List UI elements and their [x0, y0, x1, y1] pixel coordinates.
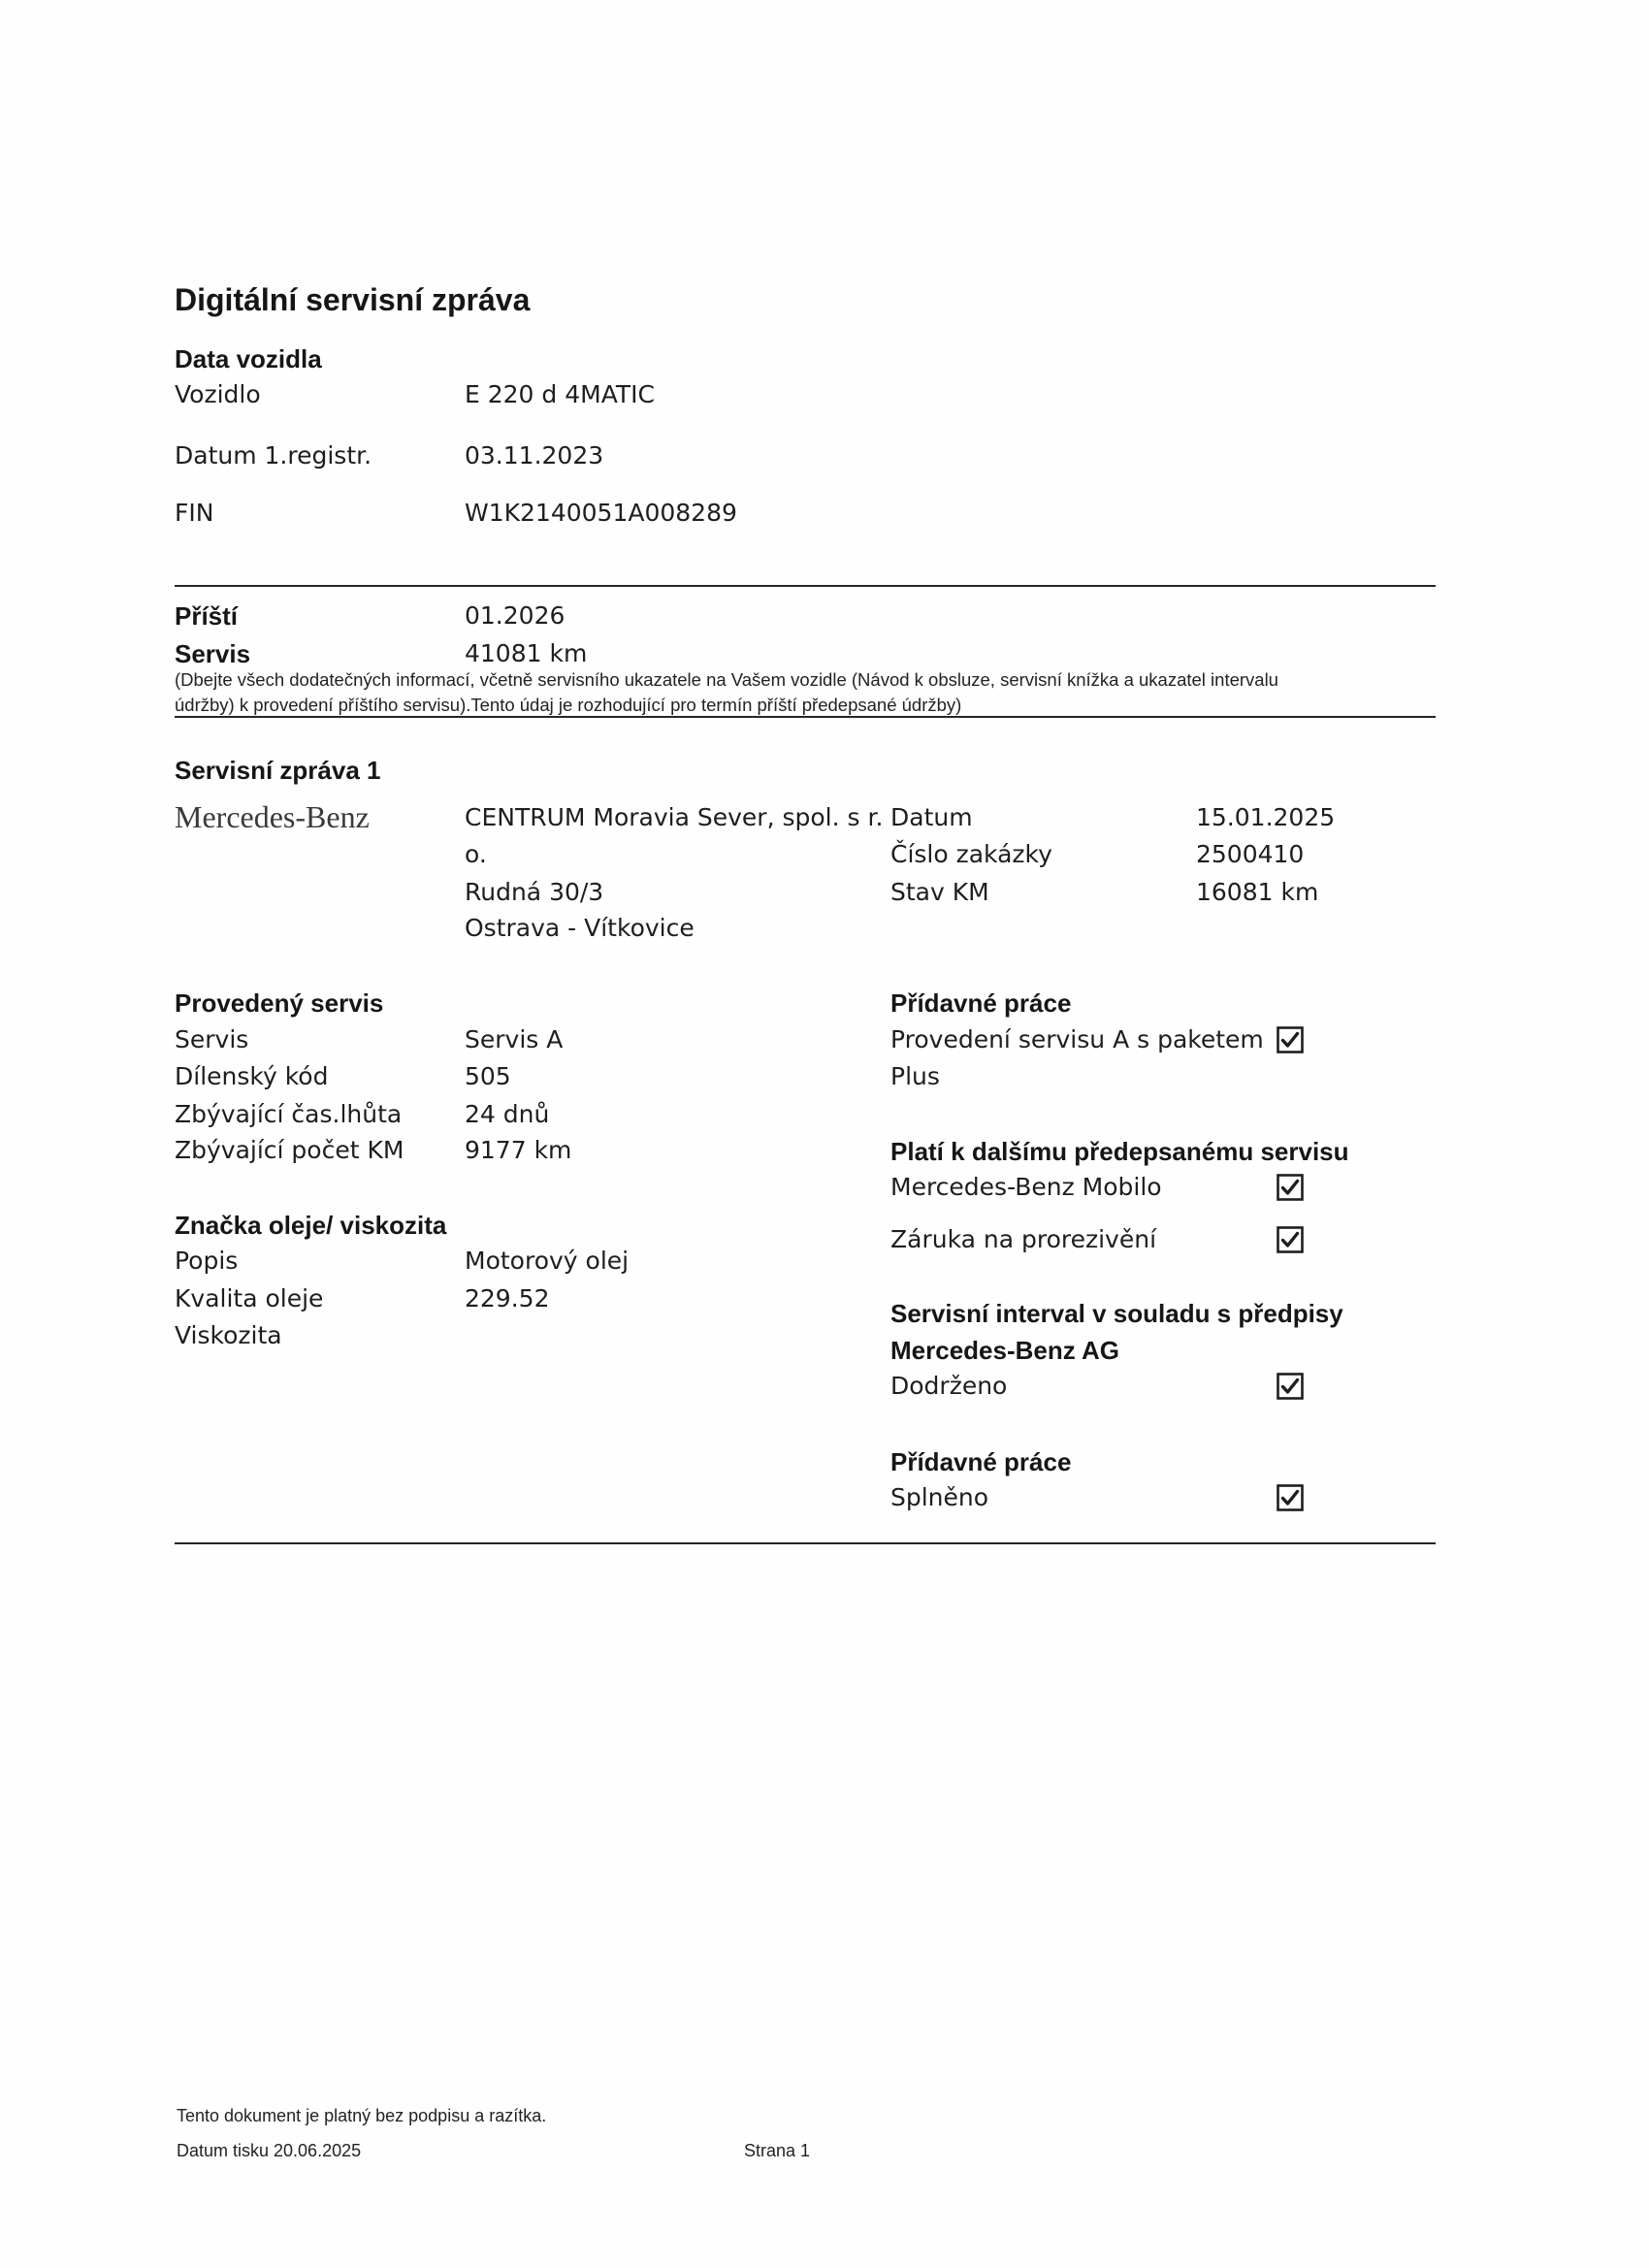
mobilo-label: Mercedes-Benz Mobilo	[890, 1173, 1162, 1201]
checkbox-checked-icon	[1277, 1226, 1304, 1253]
next-service-label-line2: Servis	[175, 639, 251, 668]
oil-quality-label: Kvalita oleje	[175, 1284, 324, 1312]
oil-viscosity-label: Viskozita	[175, 1321, 282, 1349]
remaining-km-label: Zbývající počet KM	[175, 1136, 404, 1164]
service-type-label: Servis	[175, 1025, 249, 1053]
additional-work-2-heading: Přídavné práce	[890, 1447, 1072, 1476]
workshop-code-value: 505	[465, 1062, 511, 1090]
vin-label: FIN	[175, 499, 214, 527]
first-registration-label: Datum 1.registr.	[175, 441, 372, 470]
workshop-code-label: Dílenský kód	[175, 1062, 329, 1090]
checkbox-checked-icon	[1277, 1174, 1304, 1201]
interval-heading-line2: Mercedes-Benz AG	[890, 1336, 1119, 1365]
remaining-time-label: Zbývající čas.lhůta	[175, 1100, 403, 1128]
interval-heading-line1: Servisní interval v souladu s předpisy	[890, 1299, 1343, 1328]
service-type-value: Servis A	[465, 1025, 564, 1053]
next-service-note-line1: (Dbejte všech dodatečných informací, včetně servisního ukazatele na Vašem vozidle (Návod k obsluze, servisní knížka a ukazatel intervalu	[175, 669, 1278, 690]
interval-kept-label: Dodrženo	[890, 1372, 1008, 1400]
oil-description-label: Popis	[175, 1247, 239, 1275]
oil-description-value: Motorový olej	[465, 1247, 630, 1275]
service-report-heading: Servisní zpráva 1	[175, 756, 381, 785]
oil-heading: Značka oleje/ viskozita	[175, 1211, 447, 1240]
divider-bottom	[175, 1542, 1436, 1544]
performed-service-heading: Provedený servis	[175, 988, 384, 1018]
vehicle-label: Vozidlo	[175, 380, 261, 408]
checkbox-checked-icon	[1277, 1484, 1304, 1511]
additional-work-item-line2: Plus	[890, 1062, 940, 1090]
additional-work-heading: Přídavné práce	[890, 988, 1072, 1018]
additional-work-item-line1: Provedení servisu A s paketem	[890, 1025, 1264, 1053]
next-service-label-line1: Příští	[175, 601, 239, 631]
next-service-date: 01.2026	[465, 601, 566, 630]
mileage-label: Stav KM	[890, 878, 989, 906]
order-number-label: Číslo zakázky	[890, 840, 1052, 868]
next-service-km: 41081 km	[465, 639, 588, 667]
page-number: Strana 1	[744, 2141, 811, 2160]
document-title: Digitální servisní zpráva	[175, 282, 531, 317]
checkbox-checked-icon	[1277, 1373, 1304, 1400]
vehicle-value: E 220 d 4MATIC	[465, 380, 655, 408]
validity-note: Tento dokument je platný bez podpisu a razítka.	[177, 2106, 547, 2125]
report-date-label: Datum	[890, 803, 973, 831]
print-date: Datum tisku 20.06.2025	[177, 2141, 362, 2160]
checkbox-checked-icon	[1277, 1026, 1304, 1053]
rust-warranty-label: Záruka na prorezivění	[890, 1225, 1157, 1253]
remaining-time-value: 24 dnů	[465, 1100, 550, 1128]
report-date-value: 15.01.2025	[1196, 803, 1336, 831]
dealer-street: Rudná 30/3	[465, 878, 604, 906]
mileage-value: 16081 km	[1196, 878, 1319, 906]
vehicle-heading: Data vozidla	[175, 344, 322, 373]
order-number-value: 2500410	[1196, 840, 1305, 868]
oil-quality-value: 229.52	[465, 1284, 550, 1312]
additional-work-done-label: Splněno	[890, 1483, 989, 1511]
next-service-note-line2: údržby) k provedení příštího servisu).Tento údaj je rozhodující pro termín příští předepsané údržby)	[175, 695, 962, 715]
vin-value: W1K2140051A008289	[465, 499, 737, 527]
valid-for-next-heading: Platí k dalšímu předepsanému servisu	[890, 1137, 1349, 1166]
brand-logo-text: Mercedes-Benz	[175, 799, 370, 834]
divider-top	[175, 585, 1436, 587]
remaining-km-value: 9177 km	[465, 1136, 572, 1164]
dealer-city: Ostrava - Vítkovice	[465, 914, 695, 942]
dealer-name-line1: CENTRUM Moravia Sever, spol. s r.	[465, 803, 884, 831]
divider-middle	[175, 716, 1436, 718]
first-registration-value: 03.11.2023	[465, 441, 604, 470]
dealer-name-line2: o.	[465, 840, 487, 868]
